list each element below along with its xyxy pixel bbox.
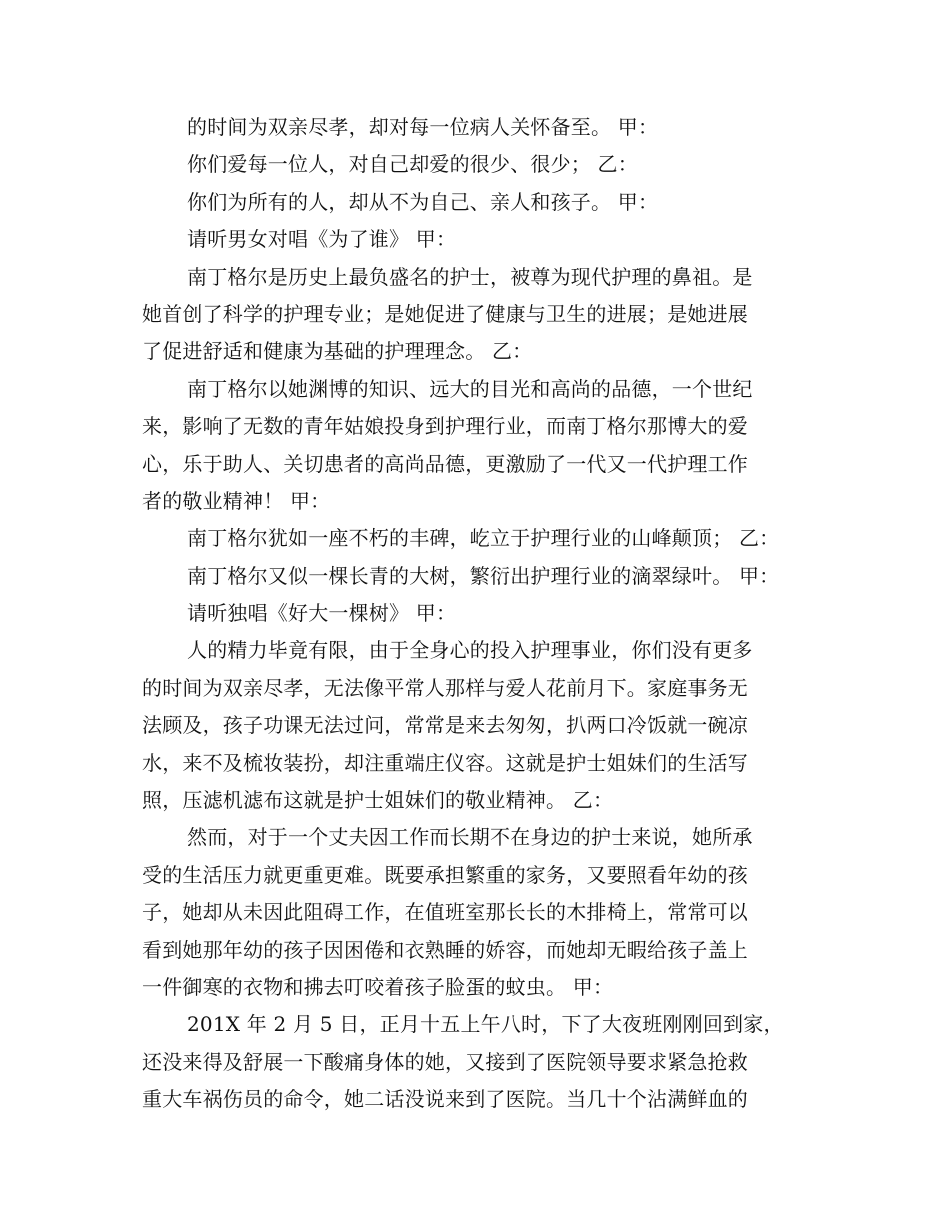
text-line: 请听独唱《好大一棵树》 甲： <box>187 601 457 626</box>
text-line: 看到她那年幼的孩子因困倦和衣熟睡的娇容，而她却无暇给孩子盖上 <box>142 937 748 962</box>
text-line: 重大车祸伤员的命令，她二话没说来到了医院。当几十个沾满鲜血的 <box>142 1087 748 1112</box>
text-line: 南丁格尔犹如一座不朽的丰碑，屹立于护理行业的山峰颠顶； 乙： <box>187 526 780 551</box>
text-line: 然而，对于一个丈夫因工作而长期不在身边的护士来说，她所承 <box>187 825 753 850</box>
text-line: 者的敬业精神！ 甲： <box>142 488 331 513</box>
text-line: 人的精力毕竟有限，由于全身心的投入护理事业，你们没有更多 <box>187 638 753 663</box>
text-line: 南丁格尔是历史上最负盛名的护士，被尊为现代护理的鼻祖。是 <box>187 264 753 289</box>
text-line: 南丁格尔又似一棵长青的大树，繁衍出护理行业的滴翠绿叶。 甲： <box>187 563 780 588</box>
text-line: 还没来得及舒展一下酸痛身体的她，又接到了医院领导要求紧急抢救 <box>142 1049 748 1074</box>
text-line: 来，影响了无数的青年姑娘投身到护理行业，而南丁格尔那博大的爱 <box>142 414 748 439</box>
text-line: 一件御寒的衣物和拂去叮咬着孩子脸蛋的蚊虫。 甲： <box>142 974 614 999</box>
text-line: 法顾及，孩子功课无法过问，常常是来去匆匆，扒两口冷饭就一碗凉 <box>142 713 748 738</box>
text-line: 的时间为双亲尽孝，却对每一位病人关怀备至。 甲： <box>187 115 659 139</box>
text-line: 的时间为双亲尽孝，无法像平常人那样与爱人花前月下。家庭事务无 <box>142 675 748 700</box>
document-body <box>142 109 822 1119</box>
text-line: 你们为所有的人，却从不为自己、亲人和孩子。 甲： <box>187 189 659 214</box>
text-line: 南丁格尔以她渊博的知识、远大的目光和高尚的品德，一个世纪 <box>187 376 753 401</box>
text-line: 受的生活压力就更重更难。既要承担繁重的家务，又要照看年幼的孩 <box>142 862 748 887</box>
text-line: 你们爱每一位人，对自己却爱的很少、很少； 乙： <box>187 152 638 177</box>
text-line: 了促进舒适和健康为基础的护理理念。 乙： <box>142 339 533 364</box>
text-line: 201X 年 2 月 5 日，正月十五上午八时，下了大夜班刚刚回到家， <box>187 1012 784 1037</box>
text-line: 她首创了科学的护理专业；是她促进了健康与卫生的进展；是她进展 <box>142 301 748 326</box>
text-line: 子，她却从未因此阻碍工作，在值班室那长长的木排椅上，常常可以 <box>142 900 748 925</box>
text-line: 心，乐于助人、关切患者的高尚品德，更激励了一代又一代护理工作 <box>142 451 748 476</box>
text-line: 照，压滤机滤布这就是护士姐妹们的敬业精神。 乙： <box>142 788 614 813</box>
text-line: 请听男女对唱《为了谁》 甲： <box>187 227 457 252</box>
text-line: 水，来不及梳妆装扮，却注重端庄仪容。这就是护士姐妹们的生活写 <box>142 750 748 775</box>
